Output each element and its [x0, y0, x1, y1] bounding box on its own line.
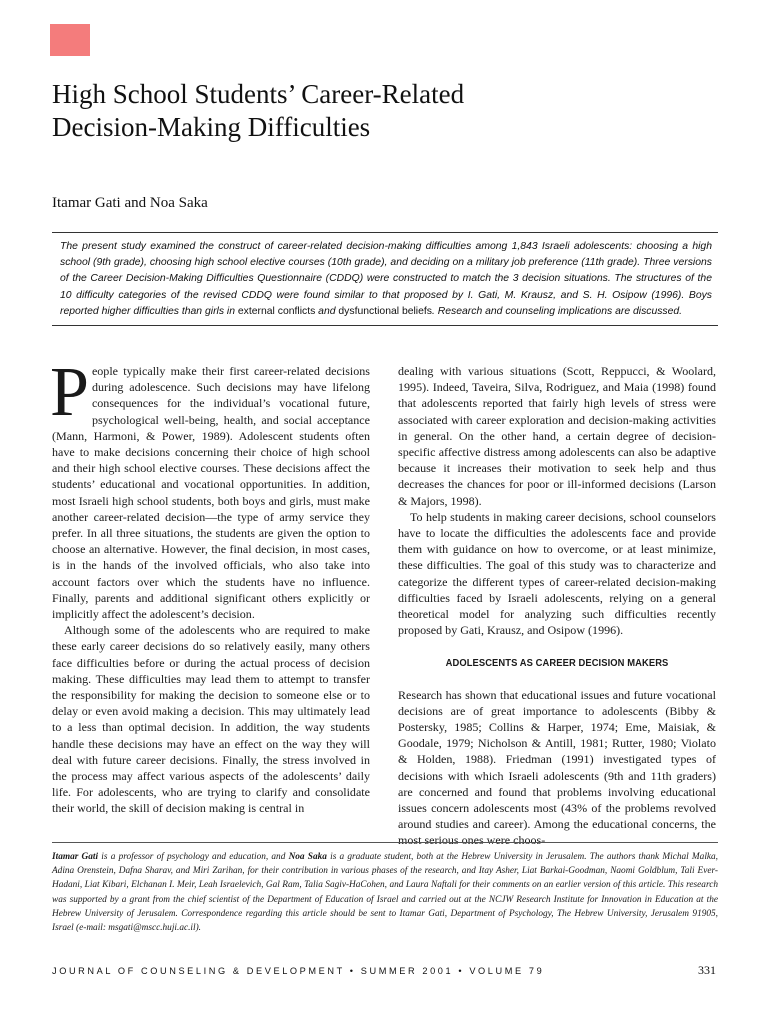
footnote-text-2: is a graduate student, both at the Hebrew University in Jerusalem. The authors thank Michal Malka, Adina Orenstein, Dafna Sharav, and Miri Zarihan, for their contribution in various phases of the research, and Itay Asher, Liat Barkai-Goodman, Naomi Goldblum, Tali Ever-Hadani, Liat Kibari, Elchanan I. Meir, Leah Israelevich, Gal Ram, Talia Sagiv-HaCohen, and Laura Naftali for their comments on an earlier version of this article. This research was supported by a grant from the chief scientist of the Department of Education of Israel and carried out at the NCJW Research Institute for Innovation in Education at the Hebrew University of Jerusalem. Correspondence regarding this article should be sent to Itamar Gati, Department of Psychology, The Hebrew University, Jerusalem 91905, Israel (e-mail: msgati@mscc.huji.ac.il). [52, 852, 719, 934]
author-names: Itamar Gati and Noa Saka [52, 195, 208, 211]
abstract-text-2: . Research and counseling implications are discussed. [431, 305, 683, 317]
accent-block [50, 24, 90, 56]
body-column-left [50, 354, 370, 817]
footnote-divider [52, 842, 718, 843]
drop-cap: P [50, 354, 89, 431]
abstract-conjunction: and [315, 305, 339, 317]
page-number: 331 [698, 963, 716, 977]
footnote-author-1: Itamar Gati [52, 852, 99, 862]
footnote-text-1: is a professor of psychology and education, and [98, 852, 289, 862]
body-paragraph: Although some of the adolescents who are required to make these early career decisions do so relatively easily, many others face difficulties before or during the actual process of decision making. These difficulties may lead them to attempt to transfer the responsibility for making the decision to someone else or to delay or even avoid making a decision. This may ultimately lead to a less than optimal decision. In addition, the way students handle these decisions may have an effect on the way they will deal with future career decisions. Finally, the stress involved in the process may affect various aspects of the adolescents’ daily life. For adolescents, who are trying to clarify and consolidate their world, the skill of decision making is central in [52, 623, 370, 816]
journal-footer: JOURNAL OF COUNSELING & DEVELOPMENT • SUMMER 2001 • VOLUME 79 [52, 966, 545, 976]
paragraph-text: eople typically make their first career-related decisions during adolescence. Such decisions may have lifelong consequences for the individual’s vocational future, psychological well-being, health, and social acceptance (Mann, Harmoni, & Power, 1989). Adolescent students often have to make decisions concerning their choice of high school and their high school elective courses. These decisions affect the students’ educational and vocational opportunities. In addition, most Israeli high school students, both boys and girls, must make another career-related decision—the type of army service they prefer. In all three situations, the students are given the option to choose an alternative. However, the final decision, in most cases, is in the hands of the involved officials, who also take into account factors over which the students have no influence. Finally, parents and additional significant others explicitly or implicitly affect the adolescent’s decision. [52, 364, 370, 622]
author-footnote [52, 850, 718, 935]
footnote-author-2: Noa Saka [288, 852, 327, 862]
body-column-right [398, 363, 716, 849]
body-paragraph [50, 354, 370, 622]
section-heading: ADOLESCENTS AS CAREER DECISION MAKERS [445, 658, 669, 670]
title-line-1: High School Students’ Career-Related [52, 79, 465, 109]
abstract-text-1: The present study examined the construct of career-related decision-making difficulties among 1,843 Israeli adolescents: choosing a high school (9th grade), choosing high school elective courses (10th grade), and deciding on a military job preference (11th grade). Three versions of the Career Decision-Making Difficulties Questionnaire (CDDQ) were constructed to match the 3 decision situations. The structures of the 10 difficulty categories of the revised CDDQ were found similar to that proposed by I. Gati, M. Krausz, and S. H. Osipow (1996). Boys reported higher difficulties than girls in [60, 241, 712, 317]
article-title [52, 78, 612, 144]
abstract-box [52, 232, 718, 326]
abstract-term-external-conflicts: external conflicts [237, 305, 316, 317]
body-paragraph: dealing with various situations (Scott, Reppucci, & Woolard, 1995). Indeed, Taveira, Silva, Rodriguez, and Maia (1998) found that adolescents reported that fairly high levels of stress were associated with career exploration and decision-making activities in general. On the other hand, a certain degree of decision-specific affective distress among adolescents can also be adaptive because it increases their motivation to seek help and thus decreases the chances for poor or ill-informed decisions (Larson & Majors, 1998). [398, 364, 716, 508]
body-paragraph: To help students in making career decisions, school counselors have to locate the difficulties the adolescents face and provide them with guidance on how to overcome, or at least minimize, these difficulties. The goal of this study was to characterize and categorize the different types of career-related decision-making difficulties faced by Israeli adolescents, relying on a general theoretical model for analyzing such difficulties recently proposed by Gati, Krausz, and Osipow (1996). [398, 509, 716, 638]
body-paragraph: Research has shown that educational issues and future vocational decisions are of great importance to adolescents (Bibby & Postersky, 1985; Collins & Harper, 1974; Eme, Maisiak, & Goodale, 1979; Nicholson & Antill, 1981; Rutter, 1980; Violato & Holden, 1988). Friedman (1991) investigated types of decisions with which Israeli adolescents (9th and 11th graders) are concerned and found that problems involving educational issues concern adolescents most (43% of the problems revolved around studies and career). Among the educational concerns, the most serious ones were choos- [398, 687, 716, 848]
title-line-2: Decision-Making Difficulties [52, 112, 371, 142]
abstract-term-dysfunctional-beliefs: dysfunctional beliefs [338, 305, 432, 317]
